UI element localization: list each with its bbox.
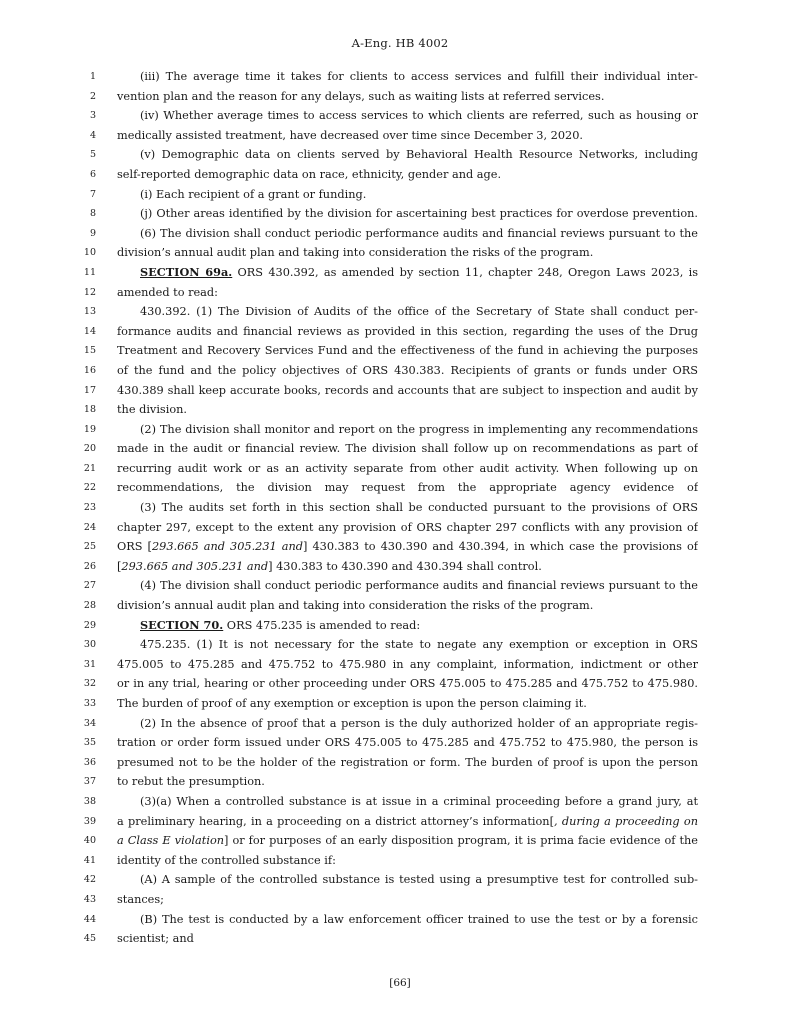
text-segment: ORS 430.392, as amended by section 11, chapter 248, Oregon Laws 2023, is [232,265,698,279]
document-line [0,126,800,146]
text-segment: a preliminary hearing, in a proceeding on a district attorney’s information[ [117,814,554,828]
line-number: 9 [89,227,96,239]
document-line [0,910,800,930]
document-line [0,478,800,498]
line-number: 28 [83,600,96,612]
line-text [117,576,698,596]
line-number: 16 [83,364,96,376]
text-segment: (3) The audits set forth in this section shall be conducted pursuant to the provisions of ORS [140,501,698,515]
text-segment: 430.392. (1) The Division of Audits of the office of the Secretary of State shall conduct per- [140,305,698,319]
line-text [117,616,698,636]
line-text [117,792,698,812]
text-segment: medically assisted treatment, have decreased over time since December 3, 2020. [117,128,584,142]
line-text [117,263,698,283]
line-number: 3 [89,110,96,122]
line-text [117,420,698,440]
line-number: 34 [83,717,96,729]
line-text [117,694,698,714]
line-text [117,185,698,205]
document-line [0,772,800,792]
line-number: 18 [83,404,96,416]
line-number: 24 [83,521,96,533]
line-number: 17 [83,384,96,396]
text-segment: division’s annual audit plan and taking into consideration the risks of the program. [117,246,594,260]
document-line [0,831,800,851]
document-line [0,733,800,753]
text-segment: to rebut the presumption. [117,775,265,789]
document-line [0,243,800,263]
text-segment: (6) The division shall conduct periodic performance audits and financial reviews pursuant to the [140,226,698,240]
document-line [0,420,800,440]
document-line [0,165,800,185]
line-number: 21 [83,462,96,474]
section-heading: SECTION 69a. [140,264,233,279]
line-text [117,910,698,930]
deleted-text: , during a proceeding on [554,814,698,828]
line-text [117,870,698,890]
line-number: 19 [83,423,96,435]
text-segment: formance audits and financial reviews as provided in this section, regarding the uses of the Drug [117,324,698,338]
document-line [0,576,800,596]
document-line [0,674,800,694]
line-text [117,753,698,773]
text-segment: 475.005 to 475.285 and 475.752 to 475.980 in any complaint, information, indictment or other [117,657,698,671]
document-line [0,67,800,87]
deleted-text: 293.665 and 305.231 and [121,559,269,573]
text-segment: identity of the controlled substance if: [117,853,336,867]
line-text [117,714,698,734]
line-text [117,204,698,224]
line-text [117,890,698,910]
text-segment: (iii) The average time it takes for clients to access services and fulfill their individual inter- [140,70,698,83]
line-text [117,381,698,401]
line-text [117,655,698,675]
line-text [117,557,698,577]
line-number: 15 [83,345,96,357]
line-text [117,831,698,851]
line-number: 4 [89,129,96,141]
document-line [0,302,800,322]
line-number: 41 [83,854,96,866]
page-number: [66] [389,977,411,989]
line-number: 25 [83,541,96,553]
document-line [0,537,800,557]
text-segment: ] or for purposes of an early disposition program, it is prima facie evidence of the [224,834,698,848]
document-line [0,361,800,381]
line-number: 12 [83,286,96,298]
line-text [117,537,698,557]
deleted-text: a Class E violation [117,834,225,848]
text-segment: presumed not to be the holder of the registration or form. The burden of proof is upon the person [117,755,698,769]
document-line [0,792,800,812]
section-heading: SECTION 70. [140,617,224,632]
text-segment: self-reported demographic data on race, ethnicity, gender and age. [117,167,502,181]
text-segment: [ [117,559,122,573]
document-line [0,283,800,303]
line-number: 35 [83,737,96,749]
document-line [0,263,800,283]
text-segment: division’s annual audit plan and taking into consideration the risks of the program. [117,599,594,613]
document-line [0,518,800,538]
document-line [0,459,800,479]
line-number: 26 [83,560,96,572]
document-line [0,596,800,616]
line-text [117,478,698,498]
document-line [0,870,800,890]
line-number: 23 [83,502,96,514]
line-number: 33 [83,698,96,709]
line-number: 44 [83,913,96,925]
document-line [0,322,800,342]
line-number: 10 [83,247,96,259]
text-segment: (j) Other areas identified by the division for ascertaining best practices for overdose prevention. [140,207,698,221]
text-segment: recurring audit work or as an activity separate from other audit activity. When following up on [117,461,698,475]
text-segment: 475.235. (1) It is not necessary for the state to negate any exemption or exception in ORS [140,638,698,652]
line-number: 45 [83,933,96,945]
line-text [117,322,698,342]
line-number: 14 [83,325,96,337]
document-line [0,224,800,244]
line-text [117,596,698,616]
line-text [117,772,698,792]
text-segment: ] 430.383 to 430.390 and 430.394, in which case the provisions of [303,540,698,554]
document-line [0,929,800,949]
text-segment: ORS [ [117,540,152,554]
text-segment: ORS 475.235 is amended to read: [223,618,421,632]
line-number: 43 [83,893,96,905]
line-text [117,126,698,146]
document-line [0,851,800,871]
line-text [117,518,698,538]
line-number: 37 [83,776,96,788]
deleted-text: 293.665 and 305.231 and [151,540,304,554]
line-text [117,361,698,381]
text-segment: recommendations, the division may request from the appropriate agency evidence of [117,481,698,495]
document-line [0,714,800,734]
line-text [117,733,698,753]
text-segment: (B) The test is conducted by a law enforcement officer trained to use the test or by a forensic [140,912,698,926]
page-header-title: A-Eng. HB 4002 [351,36,449,50]
text-segment: (3)(a) When a controlled substance is at issue in a criminal proceeding before a grand jury, at [140,794,698,808]
line-text [117,341,698,361]
line-number: 22 [83,482,96,494]
line-text [117,439,698,459]
document-line [0,87,800,107]
text-segment: of the fund and the policy objectives of ORS 430.383. Recipients of grants or funds under ORS [117,363,698,377]
document-line [0,106,800,126]
text-segment: 430.389 shall keep accurate books, records and accounts that are subject to inspection and audit by [117,383,698,397]
document-line [0,400,800,420]
line-number: 6 [89,168,96,180]
line-text [117,87,698,107]
line-number: 32 [83,678,96,690]
line-text [117,165,698,185]
document-line [0,890,800,910]
document-line [0,635,800,655]
document-line [0,439,800,459]
line-text [117,145,698,165]
text-segment: chapter 297, except to the extent any provision of ORS chapter 297 conflicts with any provision of [117,520,698,534]
text-segment: tration or order form issued under ORS 475.005 to 475.285 and 475.752 to 475.980, the person is [117,736,698,750]
line-number: 11 [83,266,96,278]
line-text [117,400,698,420]
text-segment: The burden of proof of any exemption or exception is upon the person claiming it. [117,697,587,710]
line-text [117,635,698,655]
line-text [117,106,698,126]
document-line [0,341,800,361]
line-number: 42 [83,874,96,886]
line-number: 7 [89,188,96,200]
text-segment: stances; [117,892,164,906]
line-text [117,459,698,479]
text-segment: scientist; and [117,932,194,946]
document-line [0,557,800,577]
document-line [0,381,800,401]
document-line [0,498,800,518]
line-text [117,929,698,949]
text-segment: vention plan and the reason for any delays, such as waiting lists at referred services. [117,89,605,103]
line-number: 29 [83,619,96,631]
text-segment: (2) In the absence of proof that a person is the duly authorized holder of an appropriate regis- [140,716,698,730]
line-text [117,243,698,263]
line-number: 13 [83,306,96,318]
document-line [0,185,800,205]
line-number: 31 [83,658,96,670]
line-number: 1 [89,71,96,82]
line-text [117,498,698,518]
document-line [0,812,800,832]
document-line [0,204,800,224]
text-segment: made in the audit or financial review. The division shall follow up on recommendations as part of [117,442,698,456]
line-text [117,283,698,303]
document-line [0,655,800,675]
line-number: 2 [89,90,96,102]
text-segment: (v) Demographic data on clients served by Behavioral Health Resource Networks, including [140,148,698,162]
text-segment: amended to read: [117,285,218,299]
text-segment: (A) A sample of the controlled substance is tested using a presumptive test for controlled sub- [140,873,698,887]
line-number: 27 [83,580,96,592]
line-text [117,302,698,322]
line-text [117,812,698,832]
text-segment: the division. [117,403,188,417]
line-text [117,674,698,694]
line-number: 5 [89,149,96,161]
line-number: 38 [83,795,96,807]
line-number: 8 [89,208,96,220]
line-text [117,851,698,871]
line-number: 40 [83,835,96,847]
document-line [0,145,800,165]
text-segment: Treatment and Recovery Services Fund and the effectiveness of the fund in achieving the purposes [117,344,698,358]
line-text [117,224,698,244]
text-segment: (iv) Whether average times to access services to which clients are referred, such as housing or [140,109,698,123]
text-segment: (2) The division shall monitor and report on the progress in implementing any recommendations [140,422,698,436]
document-line [0,694,800,714]
text-segment: (i) Each recipient of a grant or funding. [140,187,367,201]
line-number: 39 [83,815,96,827]
document-line [0,616,800,636]
line-number: 36 [83,756,96,768]
text-segment: (4) The division shall conduct periodic performance audits and financial reviews pursuant to the [140,579,698,593]
text-segment: ] 430.383 to 430.390 and 430.394 shall control. [268,559,542,573]
line-number: 30 [83,639,96,651]
document-body [0,67,800,949]
text-segment: or in any trial, hearing or other proceeding under ORS 475.005 to 475.285 and 475.752 to 475.980. [117,677,698,691]
line-number: 20 [83,443,96,455]
line-text [117,67,698,87]
document-line [0,753,800,773]
